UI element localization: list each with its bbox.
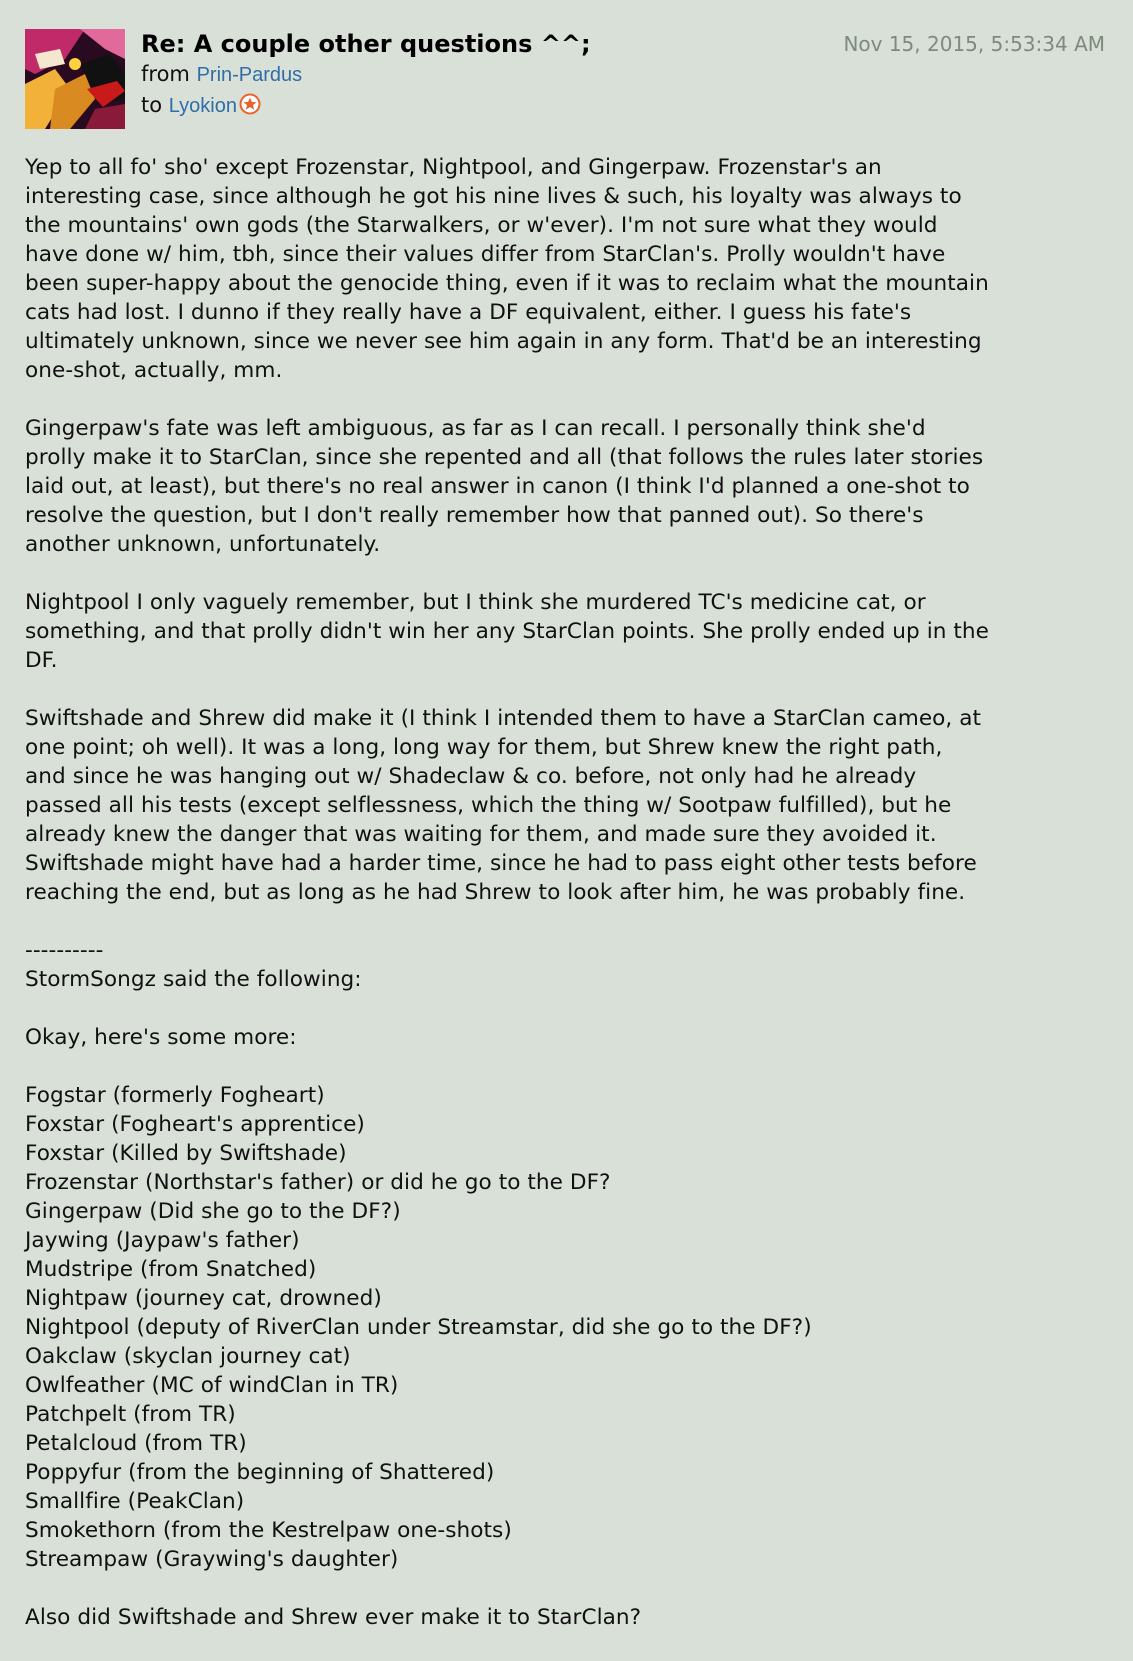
text-line: interesting case, since although he got his nine lives & such, his loyalty was always to (25, 184, 962, 209)
message-body (25, 153, 1105, 1632)
list-item: Frozenstar (Northstar's father) or did he go to the DF? (25, 1170, 611, 1195)
paragraph-4 (25, 704, 1105, 907)
quote-list (25, 1081, 1105, 1574)
quote-attribution: StormSongz said the following: (25, 967, 362, 992)
to-label: to (141, 93, 163, 117)
star-badge-icon (239, 93, 261, 123)
text-line: prolly make it to StarClan, since she repented and all (that follows the rules later stories (25, 445, 984, 470)
list-item: Foxstar (Killed by Swiftshade) (25, 1141, 347, 1166)
list-item: Fogstar (formerly Fogheart) (25, 1083, 325, 1108)
list-item: Nightpaw (journey cat, drowned) (25, 1286, 382, 1311)
message-header (25, 29, 1105, 131)
list-item: Smallfire (PeakClan) (25, 1489, 245, 1514)
list-item: Patchpelt (from TR) (25, 1402, 236, 1427)
quote-intro (25, 1023, 1105, 1052)
message-subject: Re: A couple other questions ^^; (141, 30, 591, 58)
list-item: Poppyfur (from the beginning of Shattered) (25, 1460, 495, 1485)
list-item: Gingerpaw (Did she go to the DF?) (25, 1199, 401, 1224)
text-line: something, and that prolly didn't win her any StarClan points. She prolly ended up in the (25, 619, 989, 644)
text-line: one point; oh well). It was a long, long way for them, but Shrew knew the right path, (25, 735, 943, 760)
avatar[interactable] (25, 29, 125, 129)
list-item: Foxstar (Fogheart's apprentice) (25, 1112, 365, 1137)
quoted-message (25, 936, 1105, 1632)
list-item: Nightpool (deputy of RiverClan under Streamstar, did she go to the DF?) (25, 1315, 812, 1340)
message (25, 29, 1105, 1661)
quote-closing (25, 1603, 1105, 1632)
avatar-image (25, 29, 125, 129)
text-line: Okay, here's some more: (25, 1025, 297, 1050)
quote-separator: ---------- (25, 938, 104, 963)
to-line (141, 90, 591, 123)
paragraph-3 (25, 588, 1105, 675)
message-timestamp: Nov 15, 2015, 5:53:34 AM (843, 32, 1105, 56)
list-item: Streampaw (Graywing's daughter) (25, 1547, 399, 1572)
text-line: another unknown, unfortunately. (25, 532, 381, 557)
list-item: Owlfeather (MC of windClan in TR) (25, 1373, 399, 1398)
quote-header (25, 936, 1105, 994)
text-line: already knew the danger that was waiting for them, and made sure they avoided it. (25, 822, 937, 847)
text-line: one-shot, actually, mm. (25, 358, 283, 383)
text-line: cats had lost. I dunno if they really have a DF equivalent, either. I guess his fate's (25, 300, 912, 325)
paragraph-1 (25, 153, 1105, 385)
list-item: Mudstripe (from Snatched) (25, 1257, 317, 1282)
text-line: Swiftshade might have had a harder time, since he had to pass eight other tests before (25, 851, 977, 876)
text-line: Nightpool I only vaguely remember, but I think she murdered TC's medicine cat, or (25, 590, 926, 615)
header-text (141, 29, 591, 123)
list-item: Smokethorn (from the Kestrelpaw one-shots) (25, 1518, 512, 1543)
text-line: been super-happy about the genocide thing, even if it was to reclaim what the mountain (25, 271, 989, 296)
text-line: Also did Swiftshade and Shrew ever make it to StarClan? (25, 1605, 642, 1630)
text-line: have done w/ him, tbh, since their values differ from StarClan's. Prolly wouldn't have (25, 242, 946, 267)
text-line: Yep to all fo' sho' except Frozenstar, Nightpool, and Gingerpaw. Frozenstar's an (25, 155, 882, 180)
list-item: Oakclaw (skyclan journey cat) (25, 1344, 351, 1369)
text-line: passed all his tests (except selflessness, which the thing w/ Sootpaw fulfilled), but he (25, 793, 952, 818)
text-line: resolve the question, but I don't really remember how that panned out). So there's (25, 503, 924, 528)
to-user-link[interactable]: Lyokion (168, 95, 237, 117)
from-label: from (141, 62, 190, 86)
text-line: the mountains' own gods (the Starwalkers, or w'ever). I'm not sure what they would (25, 213, 938, 238)
text-line: laid out, at least), but there's no real answer in canon (I think I'd planned a one-shot to (25, 474, 970, 499)
text-line: ultimately unknown, since we never see him again in any form. That'd be an interesting (25, 329, 982, 354)
text-line: Gingerpaw's fate was left ambiguous, as far as I can recall. I personally think she'd (25, 416, 926, 441)
text-line: DF. (25, 648, 58, 673)
from-user-link[interactable]: Prin-Pardus (196, 64, 303, 86)
list-item: Jaywing (Jaypaw's father) (25, 1228, 300, 1253)
text-line: reaching the end, but as long as he had Shrew to look after him, he was probably fine. (25, 880, 966, 905)
text-line: Swiftshade and Shrew did make it (I think I intended them to have a StarClan cameo, at (25, 706, 982, 731)
paragraph-2 (25, 414, 1105, 559)
list-item: Petalcloud (from TR) (25, 1431, 247, 1456)
from-line (141, 59, 591, 90)
text-line: and since he was hanging out w/ Shadeclaw & co. before, not only had he already (25, 764, 917, 789)
